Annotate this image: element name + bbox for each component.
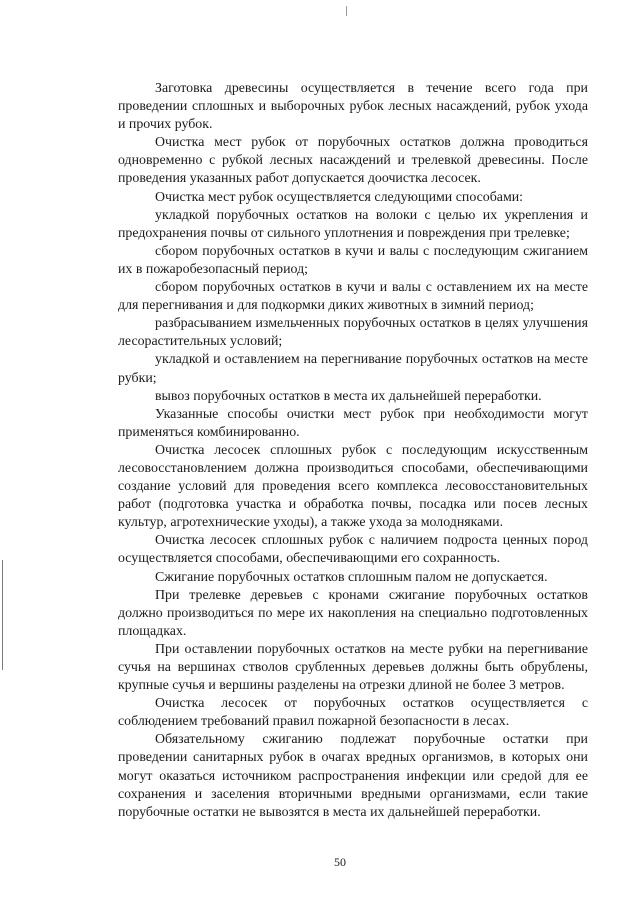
list-item: сбором порубочных остатков в кучи и валы с оставлением их на месте для перегнивания и для подкормки диких животных в зимний период; <box>118 280 588 314</box>
list-item: разбрасыванием измельченных порубочных остатков в целях улучшения лесорастительных условий; <box>118 316 588 350</box>
paragraph: Заготовка древесины осуществляется в течение всего года при проведении сплошных и выборочных рубок лесных насаждений, рубок ухода и прочих рубок. <box>118 81 588 133</box>
paragraph: Очистка мест рубок от порубочных остатков должна проводиться одновременно с рубкой лесных насаждений и трелевкой древесины. После проведения указанных работ допускается доочистка лесосек. <box>118 135 588 187</box>
paragraph: Очистка лесосек сплошных рубок с последующим искусственным лесовосстановлением должна производиться способами, обеспечивающими создание условий для проведения всего комплекса лесовосстановительных работ (подготовка участка и обработка почвы, посадка или посев лесных культур, агротехнические уходы), а также ухода за молодняками. <box>118 442 588 531</box>
list-item: укладкой и оставлением на перегнивание порубочных остатков на месте рубки; <box>118 352 588 386</box>
paragraph: Очистка лесосек от порубочных остатков осуществляется с соблюдением требований правил пожарной безопасности в лесах. <box>118 696 588 730</box>
paragraph: Указанные способы очистки мест рубок при необходимости могут применяться комбинированно. <box>118 406 588 440</box>
list-item: вывоз порубочных остатков в места их дальнейшей переработки. <box>155 388 542 404</box>
scan-mark <box>346 6 347 16</box>
paragraph: Обязательному сжиганию подлежат порубочные остатки при проведении санитарных рубок в очагах вредных организмов, в которых они могут оказаться источником распространения инфекции или средой для ее сохранения и заселения вторичными вредными организмами, если такие порубочные остатки не вывозятся в места их дальнейшей переработки. <box>118 732 588 820</box>
paragraph: Сжигание порубочных остатков сплошным палом не допускается. <box>155 569 548 585</box>
page-number: 50 <box>334 855 346 869</box>
paragraph: Очистка лесосек сплошных рубок с наличием подроста ценных пород осуществляется способами, обеспечивающими его сохранность. <box>118 533 588 567</box>
paragraph: Очистка мест рубок осуществляется следующими способами: <box>155 189 524 205</box>
document-body <box>118 80 588 822</box>
list-item: сбором порубочных остатков в кучи и валы с последующим сжиганием их в пожаробезопасный период; <box>118 243 588 277</box>
list-item: укладкой порубочных остатков на волоки с целью их укрепления и предохранения почвы от сильного уплотнения и повреждения при трелевке; <box>118 207 588 241</box>
paragraph: При трелевке деревьев с кронами сжигание порубочных остатков должно производиться по мере их накопления на специально подготовленных площадках. <box>118 587 588 639</box>
paragraph: При оставлении порубочных остатков на месте рубки на перегнивание сучья на вершинах стволов срубленных деревьев должны быть обрублены, крупные сучья и вершины разделены на отрезки длиной не более 3 метров. <box>118 641 588 694</box>
scan-edge-line <box>2 560 3 670</box>
